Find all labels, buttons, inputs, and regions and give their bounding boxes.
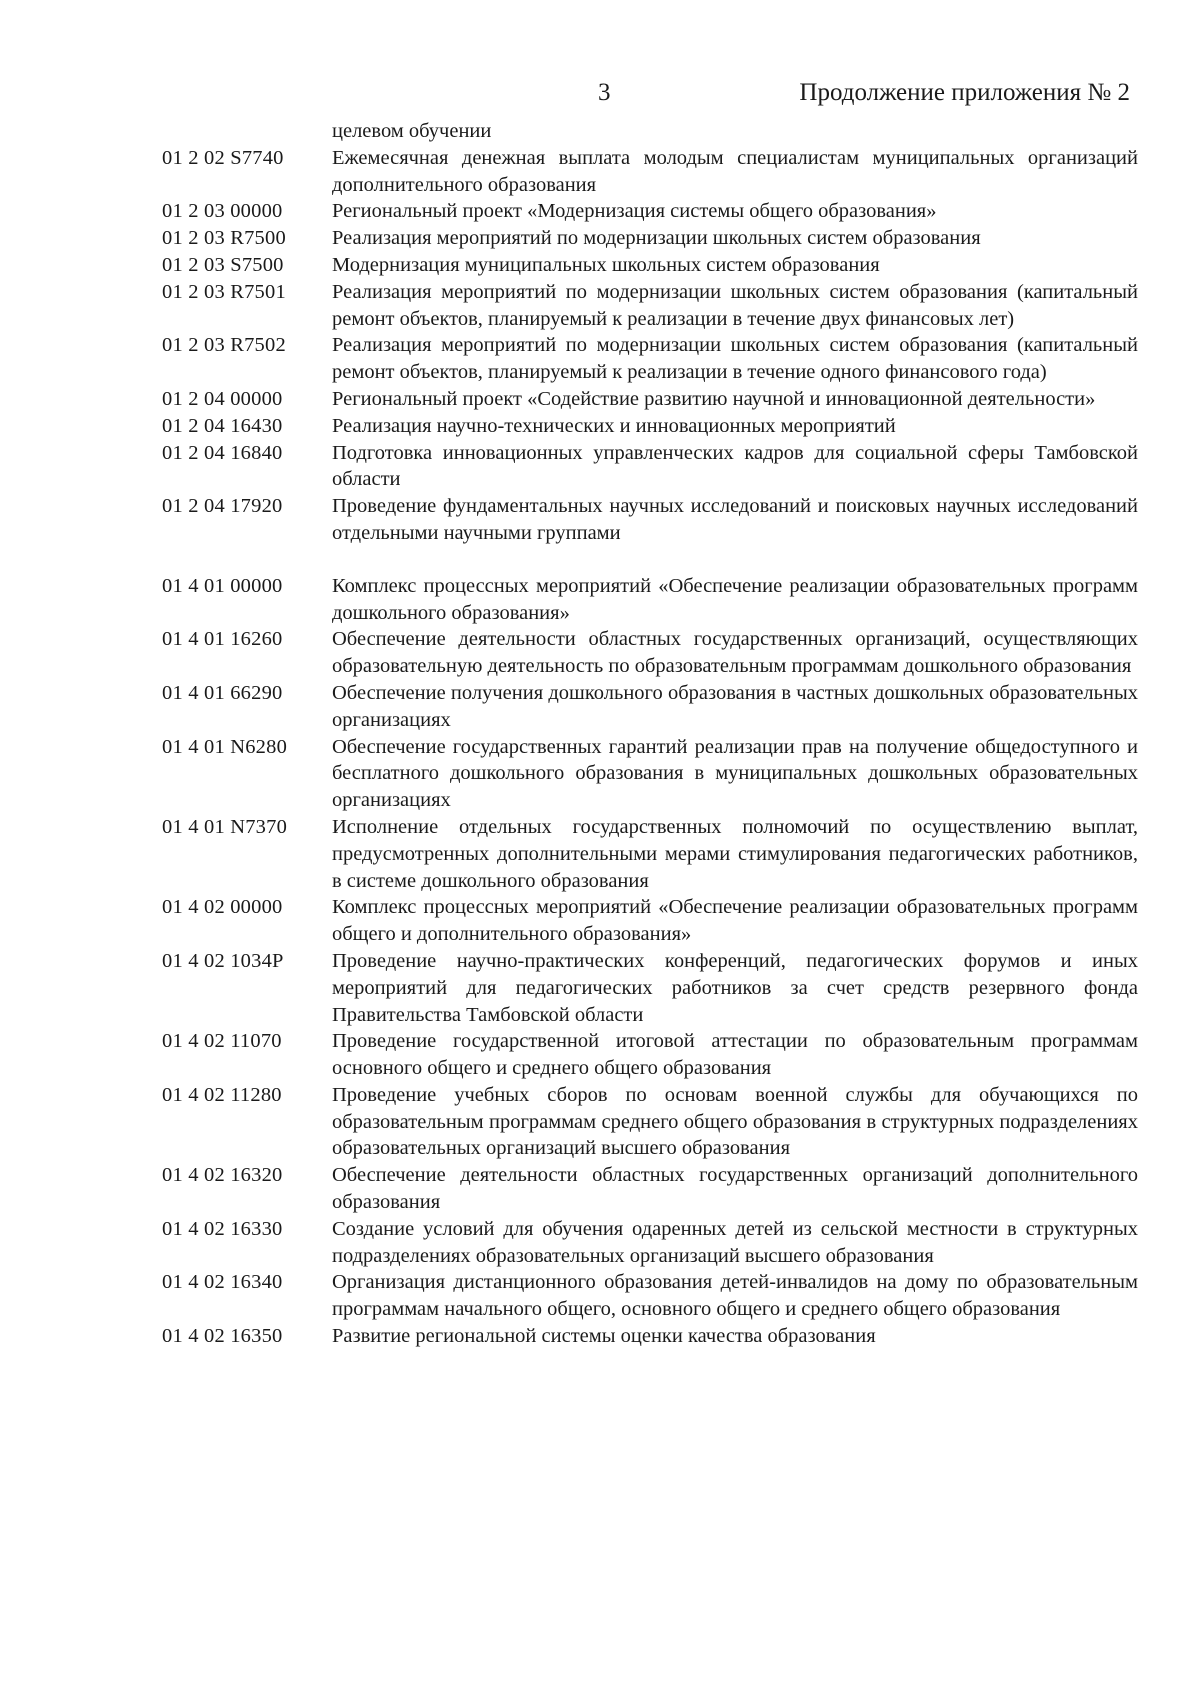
row-description: Обеспечение деятельности областных государственных организаций дополнительного образования: [332, 1164, 1138, 1214]
row-code: 01 4 02 16340: [162, 1271, 283, 1294]
table-row: [162, 948, 1138, 1028]
page-number: 3: [598, 79, 611, 106]
row-code: 01 2 03 00000: [162, 200, 283, 223]
table-row: [162, 573, 1138, 627]
table-row: [162, 145, 1138, 199]
row-description: Организация дистанционного образования детей-инвалидов на дому по образовательным программам начального общего, основного общего и среднего общего образования: [332, 1271, 1138, 1321]
row-description: Региональный проект «Модернизация системы общего образования»: [332, 200, 937, 223]
table-row: [162, 279, 1138, 333]
row-code: 01 2 04 00000: [162, 387, 283, 410]
table-row: [162, 386, 1138, 413]
row-code: 01 4 01 00000: [162, 574, 283, 597]
row-description: Реализация научно-технических и инновационных мероприятий: [332, 414, 896, 437]
row-description: Проведение научно-практических конференций, педагогических форумов и иных мероприятий для педагогических работников за счет средств резервного фонда Правительства Тамбовской области: [332, 949, 1138, 1026]
row-description: Обеспечение государственных гарантий реализации прав на получение общедоступного и бесплатного дошкольного образования в муниципальных дошкольных образовательных организациях: [332, 735, 1138, 812]
table-row: [162, 252, 1138, 279]
row-description: Проведение учебных сборов по основам военной службы для обучающихся по образовательным программам среднего общего образования в структурных подразделениях образовательных организаций высшего образования: [332, 1083, 1138, 1160]
table-row: [162, 493, 1138, 547]
row-description: Реализация мероприятий по модернизации школьных систем образования (капитальный ремонт объектов, планируемый к реализации в течение одного финансового года): [332, 334, 1138, 384]
row-description: Исполнение отдельных государственных полномочий по осуществлению выплат, предусмотренных дополнительными мерами стимулирования педагогических работников, в системе дошкольного образования: [332, 815, 1138, 892]
row-code: 01 2 03 S7500: [162, 253, 284, 276]
row-code: 01 2 04 17920: [162, 495, 283, 518]
row-description: Создание условий для обучения одаренных детей из сельской местности в структурных подразделениях образовательных организаций высшего образования: [332, 1217, 1138, 1267]
row-description: целевом обучении: [332, 120, 492, 142]
table-row: [162, 1162, 1138, 1216]
table-row: [162, 1269, 1138, 1323]
table-row: [162, 734, 1138, 814]
row-description: Модернизация муниципальных школьных систем образования: [332, 253, 880, 276]
row-code: 01 2 04 16430: [162, 414, 283, 437]
row-description: Реализация мероприятий по модернизации школьных систем образования: [332, 227, 981, 250]
row-description: Комплекс процессных мероприятий «Обеспечение реализации образовательных программ общего и дополнительного образования»: [332, 896, 1138, 946]
row-description: Проведение государственной итоговой аттестации по образовательным программам основного общего и среднего общего образования: [332, 1030, 1138, 1080]
row-code: 01 2 02 S7740: [162, 146, 284, 169]
table-row: [162, 814, 1138, 894]
table-row: [162, 1216, 1138, 1270]
row-code: 01 4 02 16330: [162, 1217, 283, 1240]
row-code: 01 4 02 16320: [162, 1164, 283, 1187]
row-description: Обеспечение деятельности областных государственных организаций, осуществляющих образовательную деятельность по образовательным программам дошкольного образования: [332, 628, 1138, 678]
table-row: [162, 225, 1138, 252]
table-row: [162, 680, 1138, 734]
table-row: [162, 440, 1138, 494]
row-description: Комплекс процессных мероприятий «Обеспечение реализации образовательных программ дошкольного образования»: [332, 574, 1138, 624]
table-row: [162, 198, 1138, 225]
row-description: Подготовка инновационных управленческих кадров для социальной сферы Тамбовской области: [332, 441, 1138, 491]
table-row: [162, 626, 1138, 680]
row-code: 01 2 03 R7501: [162, 280, 286, 303]
page-subtitle: Продолжение приложения № 2: [799, 79, 1130, 106]
row-code: 01 4 02 16350: [162, 1325, 283, 1348]
row-code: 01 4 02 11280: [162, 1083, 282, 1106]
table-row: [162, 1323, 1138, 1350]
row-description: Развитие региональной системы оценки качества образования: [332, 1325, 876, 1348]
table-row: [162, 1082, 1138, 1162]
table-row: [162, 332, 1138, 386]
row-code: 01 4 02 11070: [162, 1030, 282, 1053]
row-code: 01 4 01 N6280: [162, 735, 288, 758]
table-row: [162, 894, 1138, 948]
row-code: 01 4 01 66290: [162, 681, 283, 704]
row-description: Региональный проект «Содействие развитию научной и инновационной деятельности»: [332, 387, 1096, 410]
table-row: [162, 118, 1138, 145]
row-description: Обеспечение получения дошкольного образования в частных дошкольных образовательных организациях: [332, 681, 1138, 731]
row-code: 01 2 03 R7502: [162, 334, 286, 357]
row-description: Реализация мероприятий по модернизации школьных систем образования (капитальный ремонт объектов, планируемый к реализации в течение двух финансовых лет): [332, 280, 1138, 330]
row-code: 01 4 01 N7370: [162, 815, 288, 838]
row-code: 01 4 02 00000: [162, 896, 283, 919]
row-code: 01 4 01 16260: [162, 628, 283, 651]
row-description: Проведение фундаментальных научных исследований и поисковых научных исследований отдельными научными группами: [332, 495, 1138, 544]
table-row: [162, 413, 1138, 440]
row-description: Ежемесячная денежная выплата молодым специалистам муниципальных организаций дополнительного образования: [332, 146, 1138, 196]
table-row: [162, 1028, 1138, 1082]
row-code: 01 4 02 1034P: [162, 949, 284, 972]
code-table: [162, 118, 1138, 1350]
row-code: 01 2 04 16840: [162, 441, 283, 464]
row-code: 01 2 03 R7500: [162, 227, 286, 250]
